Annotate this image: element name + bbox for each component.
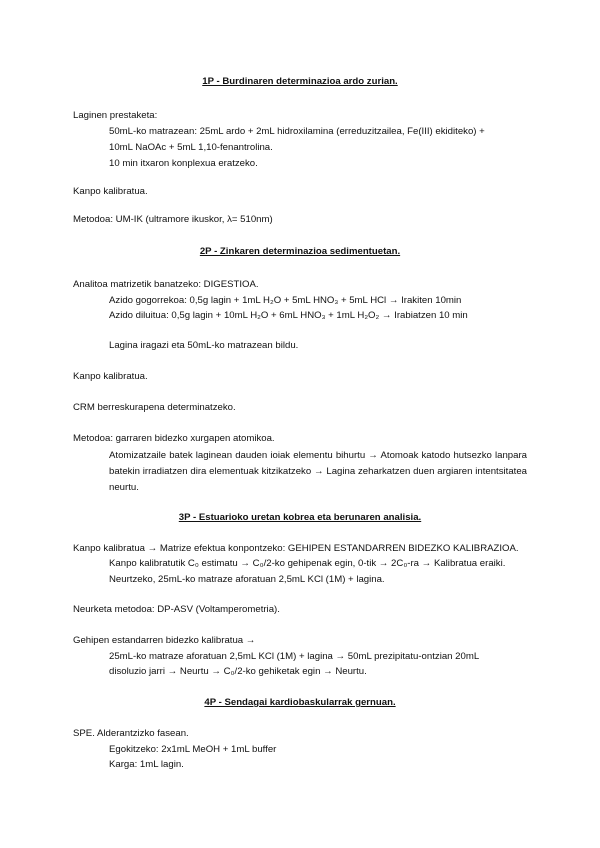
method-text: Metodoa: UM-IK (ultramore ikuskor, λ= 510nm) <box>73 214 273 225</box>
acid-digestion-line: Azido diluitua: 0,5g lagin + 10mL H₂O + 6mL HNO₃ + 1mL H₂O₂ → Irabiatzen 10 min <box>109 310 468 321</box>
section-3-title: 3P - Estuarioko uretan kobrea eta berunaren analisia. <box>178 512 422 523</box>
acid-digestion-line: Azido gogorrekoa: 0,5g lagin + 1mL H₂O + 5mL HNO₃ + 5mL HCl → Irakiten 10min <box>109 295 462 306</box>
sample-prep-heading: Laginen prestaketa: <box>73 110 158 121</box>
calibration-text: Kanpo kalibratua. <box>73 186 148 197</box>
standard-addition-line: 25mL-ko matraze aforatuan 2,5mL KCl (1M) + lagina → 50mL prezipitatu-ontzian 20mL <box>109 651 480 662</box>
sample-prep-line: 10mL NaOAc + 5mL 1,10-fenantrolina. <box>109 142 273 153</box>
load-text: Karga: 1mL lagin. <box>109 759 184 770</box>
section-1-title: 1P - Burdinaren determinazioa ardo zurian. <box>202 76 398 87</box>
standard-addition-text: Gehipen estandarren bidezko kalibratua → <box>73 635 256 646</box>
method-text: Neurketa metodoa: DP-ASV (Voltamperometria). <box>73 604 280 615</box>
conditioning-text: Egokitzeko: 2x1mL MeOH + 1mL buffer <box>109 744 277 755</box>
crm-text: CRM berreskurapena determinatzeko. <box>73 402 236 413</box>
separation-text: Analitoa matrizetik banatzeko: DIGESTIOA. <box>73 279 259 290</box>
calibration-line: Neurtzeko, 25mL-ko matraze aforatuan 2,5mL KCl (1M) + lagina. <box>109 574 385 585</box>
aas-description: Atomizatzaile batek laginean dauden ioiak elementu bihurtu → Atomoak katodo hutsezko lanpara batekin irradiatzen dira elementuak kitzikatzeko → Lagina zeharkatzen duen argiaren intentsitatea neurtu. <box>109 450 527 493</box>
sample-prep-line: 10 min itxaron konplexua eratzeko. <box>109 158 258 169</box>
calibration-line: Kanpo kalibratutik C₀ estimatu → C₀/2-ko gehipenak egin, 0-tik → 2C₀-ra → Kalibratua eraiki. <box>109 558 506 569</box>
section-4-title: 4P - Sendagai kardiobaskularrak gernuan. <box>204 697 396 708</box>
sample-prep-line: 50mL-ko matrazean: 25mL ardo + 2mL hidroxilamina (erreduzitzailea, Fe(III) ekiditeko) + <box>109 126 485 137</box>
standard-addition-line: disoluzio jarri → Neurtu → C₀/2-ko gehiketak egin → Neurtu. <box>109 666 367 677</box>
method-text: Metodoa: garraren bidezko xurgapen atomikoa. <box>73 433 275 444</box>
filter-text: Lagina iragazi eta 50mL-ko matrazean bildu. <box>109 340 299 351</box>
spe-text: SPE. Alderantzizko fasean. <box>73 728 189 739</box>
calibration-text: Kanpo kalibratua → Matrize efektua konpontzeko: GEHIPEN ESTANDARREN BIDEZKO KALIBRAZIOA. <box>73 543 519 554</box>
calibration-text: Kanpo kalibratua. <box>73 371 148 382</box>
section-2-title: 2P - Zinkaren determinazioa sedimentuetan. <box>199 246 401 257</box>
